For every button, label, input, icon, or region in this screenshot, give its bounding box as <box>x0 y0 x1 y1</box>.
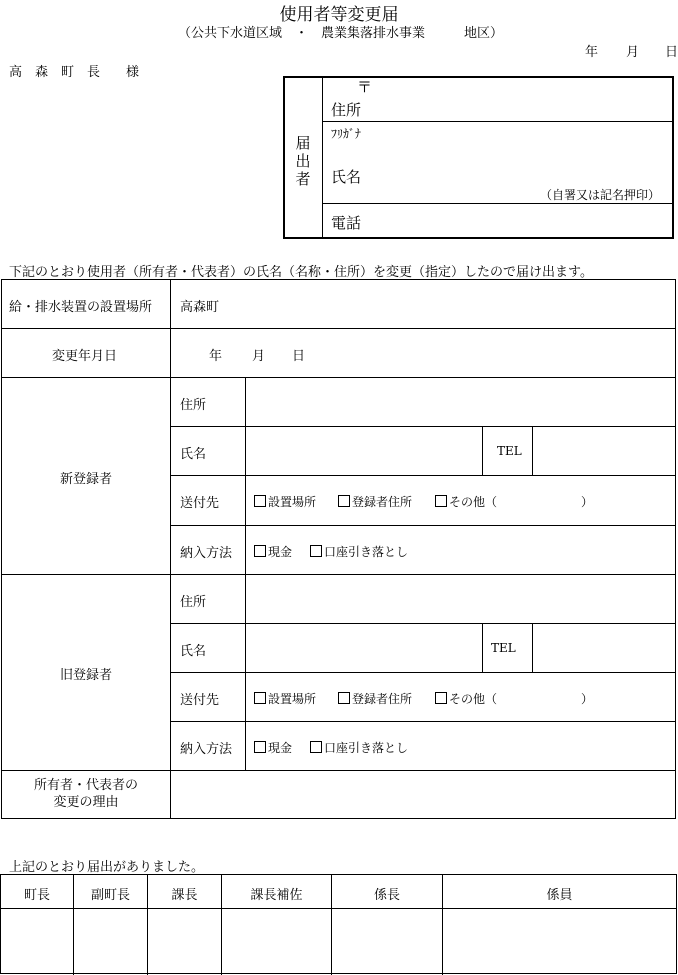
old-payment-label: 納入方法 <box>180 742 233 757</box>
approval-header-staff: 係員 <box>546 888 573 903</box>
change-date-month: 月 <box>252 349 266 364</box>
change-form-table <box>1 279 676 819</box>
old-address-field[interactable] <box>254 589 669 609</box>
applicant-address-label: 住所 <box>331 101 362 119</box>
change-date-year: 年 <box>209 349 223 364</box>
new-payment-option-debit[interactable]: 口座引き落とし <box>310 543 408 560</box>
new-send-option-other[interactable]: その他（ ） <box>435 493 593 510</box>
new-payment-option-cash[interactable]: 現金 <box>254 543 292 560</box>
old-send-label: 送付先 <box>180 693 220 708</box>
old-send-option-other[interactable]: その他（ ） <box>435 690 593 707</box>
new-tel-label: TEL <box>497 444 522 458</box>
new-name-field[interactable] <box>254 441 476 461</box>
reason-label: 所有者・代表者の 変更の理由 <box>33 778 138 810</box>
approval-table <box>0 874 677 974</box>
addressee: 高 森 町 長 様 <box>9 65 140 80</box>
postal-mark: 〒 <box>357 78 373 96</box>
received-text: 上記のとおり届出がありました。 <box>9 860 205 875</box>
location-label: 給・排水装置の設置場所 <box>9 300 153 315</box>
change-date-label: 変更年月日 <box>52 349 118 364</box>
approval-header-mayor: 町長 <box>23 888 50 903</box>
approval-header-section-chief: 課長 <box>171 888 198 903</box>
applicant-box <box>283 76 674 239</box>
checkbox-icon <box>435 692 447 704</box>
old-send-option-location[interactable]: 設置場所 <box>254 690 316 707</box>
applicant-furigana-field[interactable] <box>377 125 667 141</box>
old-send-option-registrant-address[interactable]: 登録者住所 <box>338 690 412 707</box>
new-tel-field[interactable] <box>539 441 669 461</box>
location-value: 高森町 <box>180 300 220 315</box>
old-registrant-label: 旧登録者 <box>59 668 112 683</box>
checkbox-icon <box>254 692 266 704</box>
old-payment-option-debit[interactable]: 口座引き落とし <box>310 739 408 756</box>
statement-text: 下記のとおり使用者（所有者・代表者）の氏名（名称・住所）を変更（指定）したので届け出ます。 <box>9 265 593 280</box>
change-date-day: 日 <box>292 349 306 364</box>
new-registrant-label: 新登録者 <box>59 472 112 487</box>
old-payment-option-cash[interactable]: 現金 <box>254 739 292 756</box>
old-tel-field[interactable] <box>539 638 669 658</box>
applicant-vertical-label: 届 出 者 <box>295 134 311 188</box>
new-payment-label: 納入方法 <box>180 546 233 561</box>
checkbox-icon <box>338 495 350 507</box>
applicant-name-field[interactable] <box>377 165 667 183</box>
applicant-address-field[interactable] <box>377 98 667 116</box>
old-name-label: 氏名 <box>180 644 207 659</box>
page-title: 使用者等変更届 <box>279 5 399 25</box>
date-month-label: 月 <box>626 45 640 60</box>
page-subtitle: （公共下水道区域 ・ 農業集落排水事業 地区） <box>178 26 504 41</box>
date-day-label: 日 <box>665 45 678 60</box>
applicant-phone-field[interactable] <box>377 211 667 229</box>
approval-header-subsection-chief: 係長 <box>373 888 400 903</box>
checkbox-icon <box>254 545 266 557</box>
approval-header-deputy-mayor: 副町長 <box>90 888 130 903</box>
approval-header-assistant-chief: 課長補佐 <box>250 888 303 903</box>
new-send-option-location[interactable]: 設置場所 <box>254 493 316 510</box>
date-year-label: 年 <box>585 45 599 60</box>
checkbox-icon <box>310 545 322 557</box>
old-address-label: 住所 <box>180 595 207 610</box>
new-send-option-registrant-address[interactable]: 登録者住所 <box>338 493 412 510</box>
applicant-phone-label: 電話 <box>331 214 362 232</box>
old-name-field[interactable] <box>254 638 476 658</box>
checkbox-icon <box>310 741 322 753</box>
applicant-furigana-label: ﾌﾘｶﾞﾅ <box>331 127 362 141</box>
checkbox-icon <box>254 495 266 507</box>
reason-field[interactable] <box>180 777 668 811</box>
checkbox-icon <box>254 741 266 753</box>
applicant-name-label: 氏名 <box>331 168 362 186</box>
checkbox-icon <box>435 495 447 507</box>
new-send-label: 送付先 <box>180 496 220 511</box>
new-address-field[interactable] <box>254 392 669 412</box>
signature-note: （自署又は記名押印） <box>540 188 661 202</box>
new-address-label: 住所 <box>180 398 207 413</box>
checkbox-icon <box>338 692 350 704</box>
new-name-label: 氏名 <box>180 447 207 462</box>
old-tel-label: TEL <box>491 641 516 655</box>
